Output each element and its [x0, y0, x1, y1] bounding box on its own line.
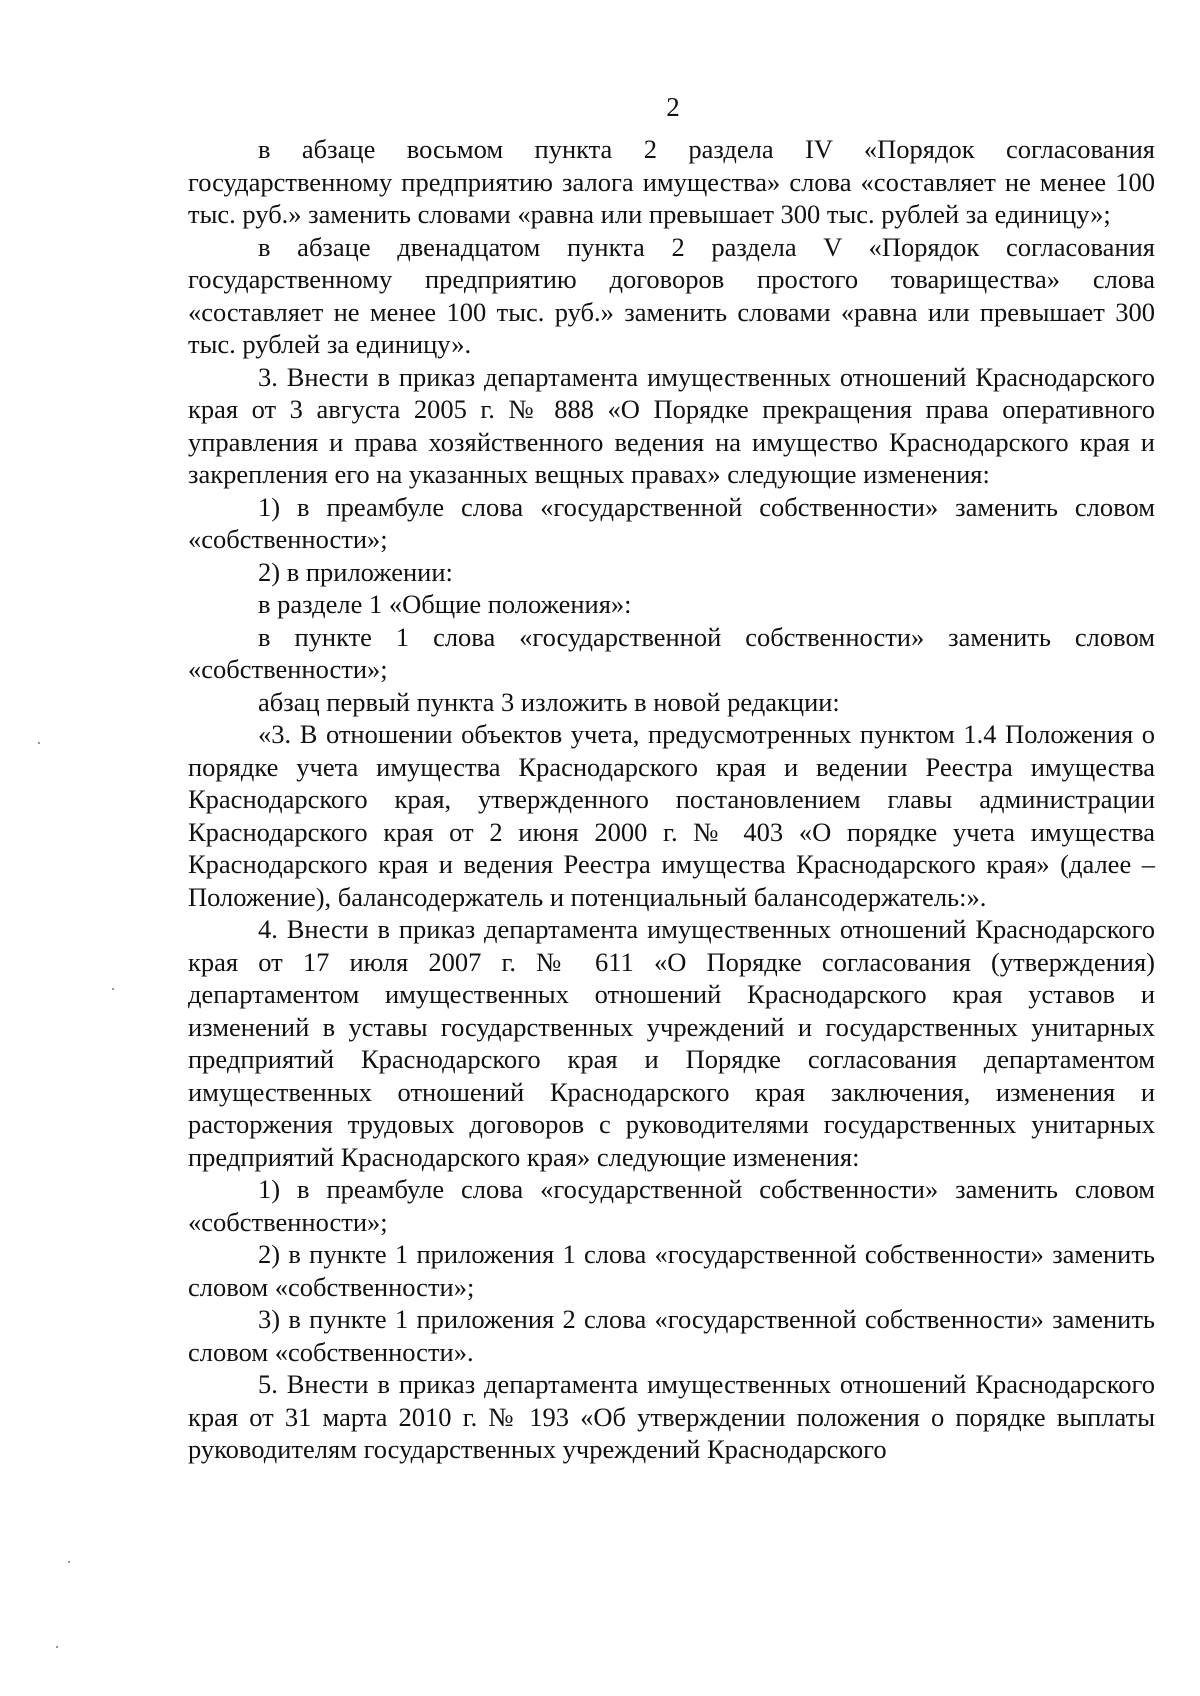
scan-speck [38, 742, 40, 744]
paragraph-item-3-point-3-intro: абзац первый пункта 3 изложить в новой редакции: [258, 686, 840, 717]
scan-speck [68, 1561, 70, 1563]
paragraph-item-3-section-1: в разделе 1 «Общие положения»: [258, 589, 632, 619]
paragraph-item-5-order-193: 5. Внести в приказ департамента имущественных отношений Краснодарского края от 31 марта 2010 г. № 193 «Об утверждении положения о порядке выплаты руководителям государственных учреждений Краснодарского [188, 1369, 1155, 1464]
paragraph-item-3-point-1: в пункте 1 слова «государственной собственности» заменить словом «собственности»; [188, 621, 1155, 684]
scan-speck [56, 1646, 58, 1648]
paragraph-section-v-partnership: в абзаце двенадцатом пункта 2 раздела V «Порядок согласования государственному предприятию договоров простого товарищества» слова «составляет не менее 100 тыс. руб.» заменить словами «равна или превышает 300 тыс. рублей за единицу». [188, 231, 1155, 359]
document-body [188, 133, 1155, 1466]
paragraph-item-3-preamble: 1) в преамбуле слова «государственной собственности» заменить словом «собственности»; [188, 491, 1155, 554]
paragraph-section-iv-pledge: в абзаце восьмом пункта 2 раздела IV «Порядок согласования государственному предприятию залога имущества» слова «составляет не менее 100 тыс. руб.» заменить словами «равна или превышает 300 тыс. рублей за единицу»; [188, 134, 1155, 229]
page-number: 2 [666, 92, 680, 122]
paragraph-item-4-preamble: 1) в преамбуле слова «государственной собственности» заменить словом «собственности»; [188, 1174, 1155, 1237]
paragraph-item-3-order-888: 3. Внести в приказ департамента имущественных отношений Краснодарского края от 3 августа 2005 г. № 888 «О Порядке прекращения права оперативного управления и права хозяйственного ведения на имущество Краснодарского края и закрепления его на указанных вещных правах» следующие изменения: [188, 361, 1155, 489]
scan-speck [112, 988, 114, 990]
paragraph-item-4-order-611: 4. Внести в приказ департамента имущественных отношений Краснодарского края от 17 июля 2007 г. № 611 «О Порядке согласования (утверждения) департаментом имущественных отношений Краснодарского края уставов и изменений в уставы государственных учреждений и государственных унитарных предприятий Краснодарского края и Порядке согласования департаментом имущественных отношений Краснодарского края заключения, изменения и расторжения трудовых договоров с руководителями государственных унитарных предприятий Краснодарского края» следующие изменения: [188, 914, 1155, 1172]
paragraph-item-3-point-3-new-text: «3. В отношении объектов учета, предусмотренных пунктом 1.4 Положения о порядке учета имущества Краснодарского края и ведении Реестра имущества Краснодарского края, утвержденного постановлением главы администрации Краснодарского края от 2 июня 2000 г. № 403 «О порядке учета имущества Краснодарского края и ведения Реестра имущества Краснодарского края» (далее – Положение), балансодержатель и потенциальный балансодержатель:». [188, 719, 1155, 912]
paragraph-item-3-appendix: 2) в приложении: [258, 556, 453, 587]
paragraph-item-4-appendix-1: 2) в пункте 1 приложения 1 слова «государственной собственности» заменить словом «собственности»; [188, 1239, 1155, 1302]
paragraph-item-4-appendix-2: 3) в пункте 1 приложения 2 слова «государственной собственности» заменить словом «собственности». [188, 1304, 1155, 1367]
